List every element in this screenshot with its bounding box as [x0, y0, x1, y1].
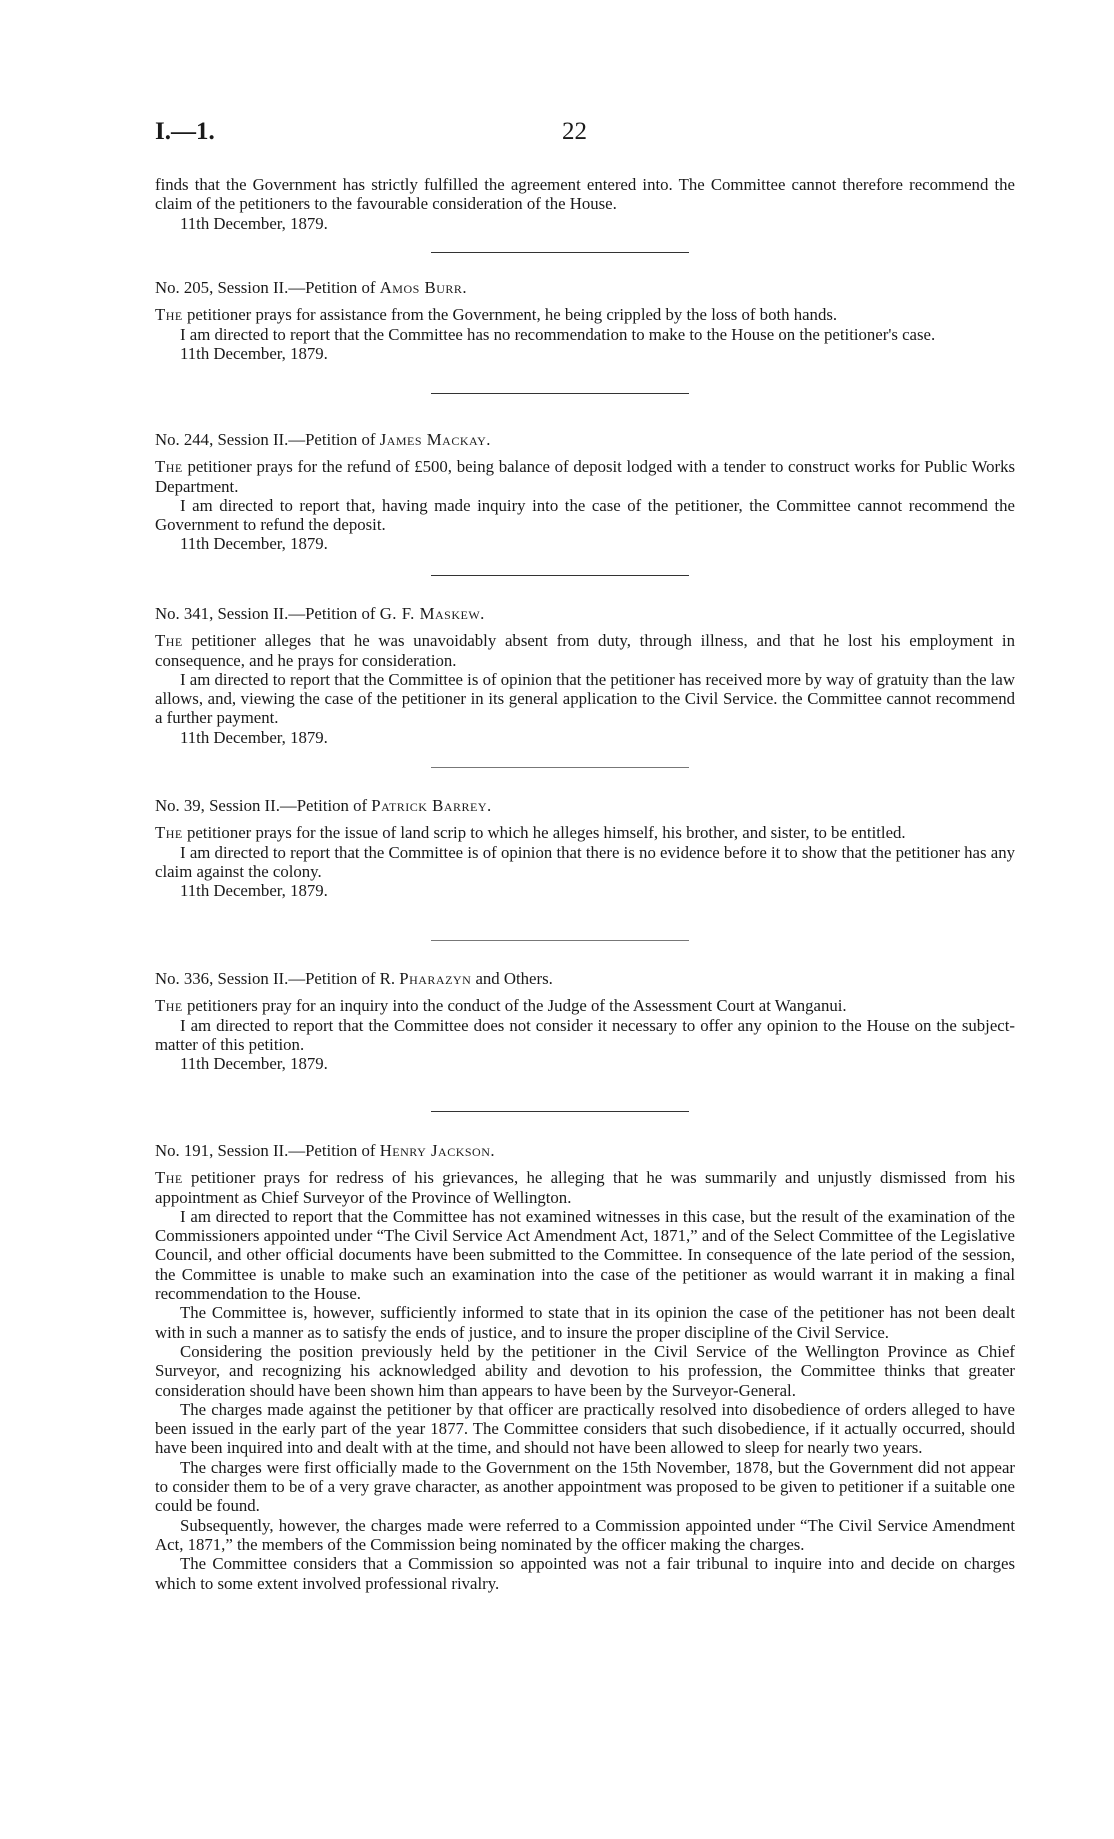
- section-divider: [431, 1111, 689, 1112]
- petition-heading: No. 191, Session II.—Petition of Henry Jackson.: [155, 1141, 496, 1160]
- petition-block: [155, 604, 1015, 747]
- section-divider: [431, 940, 689, 941]
- petitioner-name: G. F. Maskew.: [379, 604, 485, 623]
- petition-block: [155, 430, 1015, 554]
- intro-date: 11th December, 1879.: [180, 213, 328, 233]
- page-number: 22: [562, 118, 587, 145]
- report-paragraph: Subsequently, however, the charges made were referred to a Commission appointed under “The Civil Service Amendment Act, 1871,” the members of the Commission being nominated by the officer making the charges.: [155, 1515, 1015, 1554]
- section-divider: [431, 393, 689, 394]
- committee-report: I am directed to report that the Committee is of opinion that the petitioner has received more by way of gratuity than the law allows, and, viewing the case of the petitioner in its general application to the Civil Service. the Committee cannot recommend a further payment.: [155, 669, 1015, 728]
- petition-heading: No. 244, Session II.—Petition of James Mackay.: [155, 430, 491, 449]
- petition-heading: No. 205, Session II.—Petition of Amos Burr.: [155, 278, 468, 297]
- report-date: 11th December, 1879.: [180, 1054, 328, 1074]
- petitioner-name: Patrick Barrey.: [371, 796, 492, 815]
- report-paragraph: Considering the position previously held by the petitioner in the Civil Service of the Wellington Province as Chief Surveyor, and recognizing his acknowledged ability and devotion to his profession, the Committee thinks that greater consideration should have been shown him than appears to have been by the Surveyor-General.: [155, 1341, 1015, 1400]
- petition-prayer: The petitioner prays for the refund of £500, being balance of deposit lodged with a tender to construct works for Public Works Department.: [155, 457, 1015, 496]
- intro-paragraph: finds that the Government has strictly fulfilled the agreement entered into. The Committee cannot therefore recommend the claim of the petitioners to the favourable consideration of the House.: [155, 175, 1015, 214]
- committee-report: I am directed to report that the Committee has no recommendation to make to the House on the petitioner's case.: [180, 324, 936, 344]
- committee-report: I am directed to report that the Committee is of opinion that there is no evidence before it to show that the petitioner has any claim against the colony.: [155, 842, 1015, 881]
- report-date: 11th December, 1879.: [180, 881, 328, 901]
- report-date: 11th December, 1879.: [180, 727, 328, 747]
- report-paragraph: The Committee considers that a Commission so appointed was not a fair tribunal to inquire into and decide on charges which to some extent involved professional rivalry.: [155, 1554, 1015, 1593]
- report-paragraph: The charges made against the petitioner by that officer are practically resolved into disobedience of orders alleged to have been issued in the early part of the year 1877. The Committee considers that such disobedience, if it actually occurred, should have been inquired into and dealt with at the time, and should not have been allowed to sleep for nearly two years.: [155, 1399, 1015, 1458]
- petition-block: [155, 278, 1015, 363]
- report-date: 11th December, 1879.: [180, 534, 328, 554]
- report-date: 11th December, 1879.: [180, 343, 328, 363]
- petition-prayer: The petitioner alleges that he was unavoidably absent from duty, through illness, and that he lost his employment in consequence, and he prays for consideration.: [155, 631, 1015, 670]
- intro-block: [155, 175, 1015, 233]
- petitioner-name: Pharazyn: [399, 969, 472, 988]
- petition-block-jackson: [155, 1141, 1015, 1593]
- petition-heading: No. 336, Session II.—Petition of R. Pharazyn and Others.: [155, 969, 553, 988]
- petition-block: [155, 969, 1015, 1073]
- petition-prayer: The petitioners pray for an inquiry into the conduct of the Judge of the Assessment Court at Wanganui.: [155, 996, 847, 1016]
- petition-heading: No. 39, Session II.—Petition of Patrick Barrey.: [155, 796, 492, 815]
- section-divider: [431, 575, 689, 576]
- petitioner-name: Henry Jackson.: [379, 1141, 496, 1160]
- petition-prayer: The petitioner prays for the issue of land scrip to which he alleges himself, his brother, and sister, to be entitled.: [155, 823, 906, 843]
- petition-prayer: The petitioner prays for assistance from the Government, he being crippled by the loss of both hands.: [155, 305, 838, 325]
- report-paragraph: The Committee is, however, sufficiently informed to state that in its opinion the case of the petitioner has not been dealt with in such a manner as to satisfy the ends of justice, and to insure the proper discipline of the Civil Service.: [155, 1303, 1015, 1342]
- petition-block: [155, 796, 1015, 900]
- petitioner-name: Amos Burr.: [379, 278, 468, 297]
- petition-heading: No. 341, Session II.—Petition of G. F. Maskew.: [155, 604, 485, 623]
- section-divider: [431, 767, 689, 768]
- document-section-number: I.—1.: [155, 118, 215, 145]
- committee-report: I am directed to report that the Committee does not consider it necessary to offer any opinion to the House on the subject-matter of this petition.: [155, 1015, 1015, 1054]
- petition-prayer: The petitioner prays for redress of his grievances, he alleging that he was summarily and unjustly dismissed from his appointment as Chief Surveyor of the Province of Wellington.: [155, 1168, 1015, 1207]
- petitioner-name: James Mackay.: [379, 430, 491, 449]
- committee-report: I am directed to report that, having made inquiry into the case of the petitioner, the Committee cannot recommend the Government to refund the deposit.: [155, 495, 1015, 535]
- section-divider: [431, 252, 689, 253]
- report-paragraph: I am directed to report that the Committee has not examined witnesses in this case, but the result of the examination of the Commissioners appointed under “The Civil Service Act Amendment Act, 1871,” and of the Select Committee of the Legislative Council, and other official documents have been submitted to the Committee. In consequence of the late period of the session, the Committee is unable to make such an examination into the case of the petitioner as would warrant it in making a final recommendation to the House.: [155, 1206, 1015, 1304]
- report-paragraph: The charges were first officially made to the Government on the 15th November, 1878, but the Government did not appear to consider them to be of a very grave character, as another appointment was proposed to be given to petitioner if a suitable one could be found.: [155, 1457, 1015, 1516]
